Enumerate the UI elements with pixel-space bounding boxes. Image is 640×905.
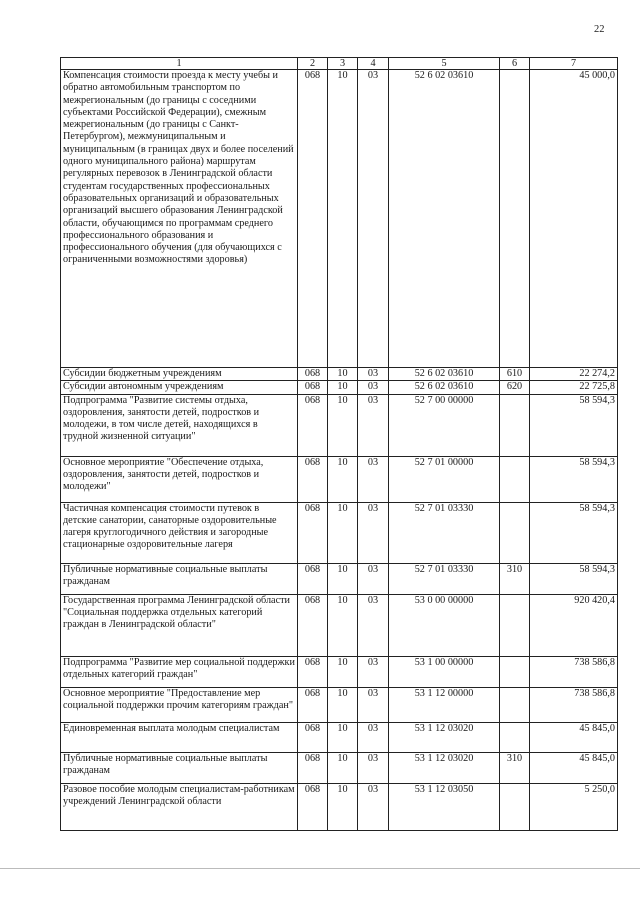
cell-grbs: 068 (298, 563, 328, 594)
cell-vr (500, 394, 530, 456)
table-row (61, 563, 618, 594)
column-header: 6 (500, 58, 530, 70)
cell-vr: 620 (500, 381, 530, 394)
cell-csr: 53 1 12 00000 (389, 687, 500, 722)
cell-csr: 53 0 00 00000 (389, 594, 500, 656)
column-header: 4 (358, 58, 389, 70)
budget-table (60, 57, 618, 831)
cell-rz: 10 (328, 687, 358, 722)
cell-csr: 52 6 02 03610 (389, 381, 500, 394)
cell-name: Подпрограмма "Развитие системы отдыха, оздоровления, занятости детей, подростков и молодежи, в том числе детей, находящихся в трудной жизненной ситуации" (61, 394, 298, 456)
cell-amount: 45 845,0 (530, 722, 618, 752)
cell-pr: 03 (358, 752, 389, 783)
cell-pr: 03 (358, 783, 389, 830)
cell-vr (500, 502, 530, 563)
cell-grbs: 068 (298, 368, 328, 381)
cell-rz: 10 (328, 394, 358, 456)
cell-name: Публичные нормативные социальные выплаты гражданам (61, 563, 298, 594)
cell-pr: 03 (358, 502, 389, 563)
cell-name: Разовое пособие молодым специалистам-работникам учреждений Ленинградской области (61, 783, 298, 830)
cell-vr (500, 656, 530, 687)
cell-pr: 03 (358, 394, 389, 456)
cell-name: Частичная компенсация стоимости путевок в детские санатории, санаторные оздоровительные лагеря круглогодичного действия и загородные стационарные оздоровительные лагеря (61, 502, 298, 563)
cell-rz: 10 (328, 783, 358, 830)
cell-rz: 10 (328, 722, 358, 752)
cell-pr: 03 (358, 70, 389, 368)
cell-grbs: 068 (298, 594, 328, 656)
cell-name: Субсидии бюджетным учреждениям (61, 368, 298, 381)
cell-pr: 03 (358, 656, 389, 687)
table-row (61, 70, 618, 368)
cell-amount: 22 725,8 (530, 381, 618, 394)
cell-pr: 03 (358, 722, 389, 752)
column-header: 5 (389, 58, 500, 70)
cell-csr: 53 1 12 03050 (389, 783, 500, 830)
table-row (61, 783, 618, 830)
cell-pr: 03 (358, 456, 389, 502)
cell-name: Основное мероприятие "Обеспечение отдыха, оздоровления, занятости детей, подростков и молодежи" (61, 456, 298, 502)
cell-rz: 10 (328, 502, 358, 563)
table-row (61, 752, 618, 783)
cell-name: Компенсация стоимости проезда к месту учебы и обратно автомобильным транспортом по межрегиональным (до границы с соседними субъектами Российской Федерации), смежным межрегиональным (до границы с Санкт-Петербургом), межмуниципальным и муниципальным (в границах двух и более поселений одного муниципального района) маршрутам регулярных перевозок в Ленинградской области студентам государственных профессиональных образовательных организаций и образовательных организаций высшего образования Ленинградской области, обучающимся по программам среднего профессионального образования и профессионального обучения (для обучающихся с ограниченными возможностями здоровья) (61, 70, 298, 368)
cell-csr: 53 1 12 03020 (389, 722, 500, 752)
table-row (61, 381, 618, 394)
column-header: 7 (530, 58, 618, 70)
cell-vr: 310 (500, 563, 530, 594)
cell-name: Основное мероприятие "Предоставление мер социальной поддержки прочим категориям граждан" (61, 687, 298, 722)
cell-amount: 58 594,3 (530, 456, 618, 502)
cell-name: Единовременная выплата молодым специалистам (61, 722, 298, 752)
cell-amount: 58 594,3 (530, 563, 618, 594)
cell-grbs: 068 (298, 394, 328, 456)
cell-rz: 10 (328, 368, 358, 381)
cell-csr: 52 7 01 03330 (389, 563, 500, 594)
cell-amount: 738 586,8 (530, 656, 618, 687)
cell-vr (500, 456, 530, 502)
cell-csr: 52 7 01 03330 (389, 502, 500, 563)
table-row (61, 394, 618, 456)
cell-amount: 45 000,0 (530, 70, 618, 368)
cell-vr (500, 594, 530, 656)
cell-grbs: 068 (298, 722, 328, 752)
cell-grbs: 068 (298, 456, 328, 502)
cell-vr (500, 687, 530, 722)
cell-name: Подпрограмма "Развитие мер социальной поддержки отдельных категорий граждан" (61, 656, 298, 687)
cell-amount: 738 586,8 (530, 687, 618, 722)
table-header-row (61, 58, 618, 70)
table-row (61, 687, 618, 722)
cell-rz: 10 (328, 70, 358, 368)
cell-grbs: 068 (298, 687, 328, 722)
cell-vr: 310 (500, 752, 530, 783)
cell-amount: 920 420,4 (530, 594, 618, 656)
cell-grbs: 068 (298, 502, 328, 563)
cell-name: Публичные нормативные социальные выплаты гражданам (61, 752, 298, 783)
table-row (61, 656, 618, 687)
cell-vr (500, 722, 530, 752)
cell-vr (500, 783, 530, 830)
table-row (61, 502, 618, 563)
cell-amount: 45 845,0 (530, 752, 618, 783)
cell-pr: 03 (358, 563, 389, 594)
cell-rz: 10 (328, 381, 358, 394)
cell-grbs: 068 (298, 656, 328, 687)
page-number: 22 (594, 24, 605, 35)
cell-rz: 10 (328, 456, 358, 502)
cell-csr: 52 7 01 00000 (389, 456, 500, 502)
cell-csr: 52 7 00 00000 (389, 394, 500, 456)
cell-amount: 58 594,3 (530, 502, 618, 563)
cell-rz: 10 (328, 656, 358, 687)
cell-vr: 610 (500, 368, 530, 381)
cell-csr: 53 1 00 00000 (389, 656, 500, 687)
cell-rz: 10 (328, 752, 358, 783)
cell-rz: 10 (328, 594, 358, 656)
column-header: 1 (61, 58, 298, 70)
cell-csr: 52 6 02 03610 (389, 368, 500, 381)
page-bottom-divider (0, 868, 640, 869)
cell-pr: 03 (358, 687, 389, 722)
table-row (61, 368, 618, 381)
cell-amount: 22 274,2 (530, 368, 618, 381)
cell-grbs: 068 (298, 783, 328, 830)
table-row (61, 594, 618, 656)
cell-name: Государственная программа Ленинградской области "Социальная поддержка отдельных категорий граждан в Ленинградской области" (61, 594, 298, 656)
cell-amount: 5 250,0 (530, 783, 618, 830)
column-header: 2 (298, 58, 328, 70)
cell-grbs: 068 (298, 381, 328, 394)
cell-pr: 03 (358, 368, 389, 381)
cell-csr: 52 6 02 03610 (389, 70, 500, 368)
cell-rz: 10 (328, 563, 358, 594)
cell-grbs: 068 (298, 752, 328, 783)
cell-amount: 58 594,3 (530, 394, 618, 456)
cell-pr: 03 (358, 381, 389, 394)
column-header: 3 (328, 58, 358, 70)
cell-pr: 03 (358, 594, 389, 656)
cell-csr: 53 1 12 03020 (389, 752, 500, 783)
table-row (61, 722, 618, 752)
cell-name: Субсидии автономным учреждениям (61, 381, 298, 394)
cell-grbs: 068 (298, 70, 328, 368)
table-row (61, 456, 618, 502)
cell-vr (500, 70, 530, 368)
